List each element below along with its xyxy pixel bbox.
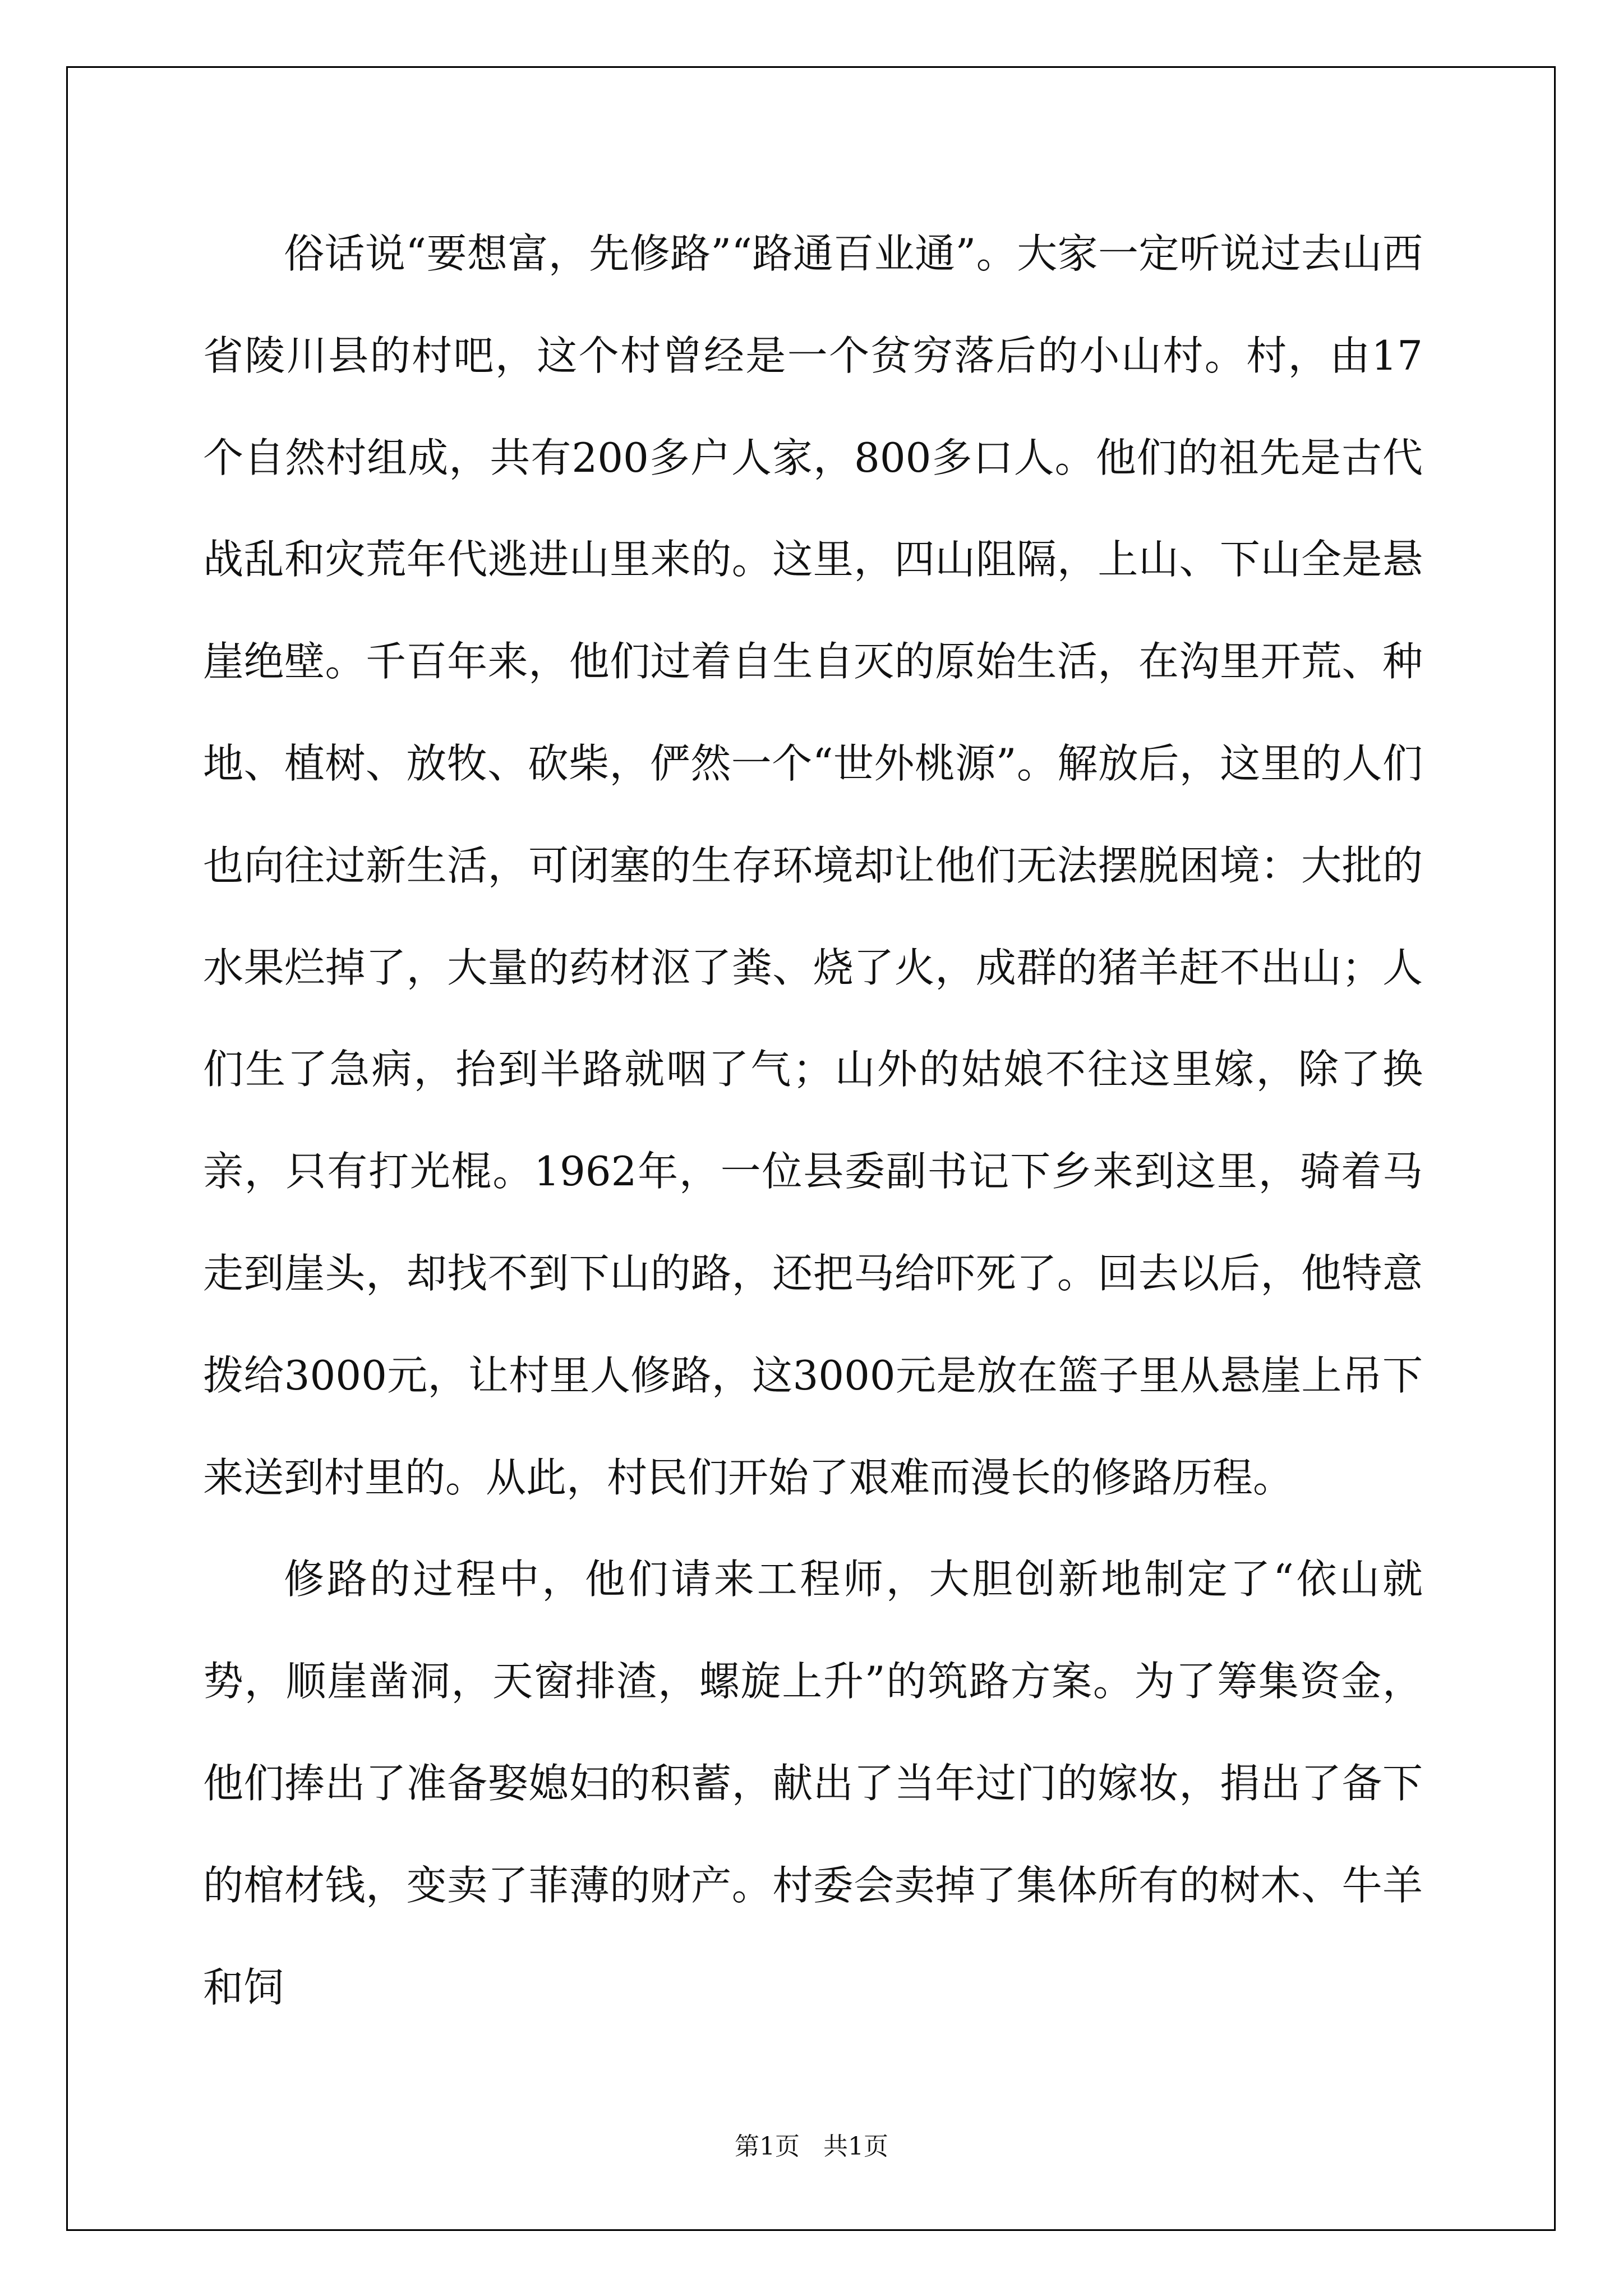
page-number: 第1页 共1页: [735, 2132, 888, 2161]
document-body: [203, 203, 1423, 2039]
paragraph: 修路的过程中，他们请来工程师，大胆创新地制定了“依山就势，顺崖凿洞，天窗排渣，螺旋上升”的筑路方案。为了筹集资金，他们捧出了准备娶媳妇的积蓄，献出了当年过门的嫁妆，捐出了备下的棺材钱，变卖了菲薄的财产。村委会卖掉了集体所有的树木、牛羊和饲: [203, 1556, 1423, 2011]
paragraph: 俗话说“要想富，先修路”“路通百业通”。大家一定听说过去山西省陵川县的村吧，这个村曾经是一个贫穷落后的小山村。村，由17个自然村组成，共有200多户人家，800多口人。他们的祖先是古代战乱和灾荒年代逃进山里来的。这里，四山阻隔，上山、下山全是悬崖绝壁。千百年来，他们过着自生自灭的原始生活，在沟里开荒、种地、植树、放牧、砍柴，俨然一个“世外桃源”。解放后，这里的人们也向往过新生活，可闭塞的生存环境却让他们无法摆脱困境：大批的水果烂掉了，大量的药材沤了粪、烧了火，成群的猪羊赶不出山；人们生了急病，抬到半路就咽了气；山外的姑娘不往这里嫁，除了换亲，只有打光棍。1962年，一位县委副书记下乡来到这里，骑着马走到崖头，却找不到下山的路，还把马给吓死了。回去以后，他特意拨给3000元，让村里人修路，这3000元是放在篮子里从悬崖上吊下来送到村里的。从此，村民们开始了艰难而漫长的修路历程。: [203, 230, 1423, 1501]
